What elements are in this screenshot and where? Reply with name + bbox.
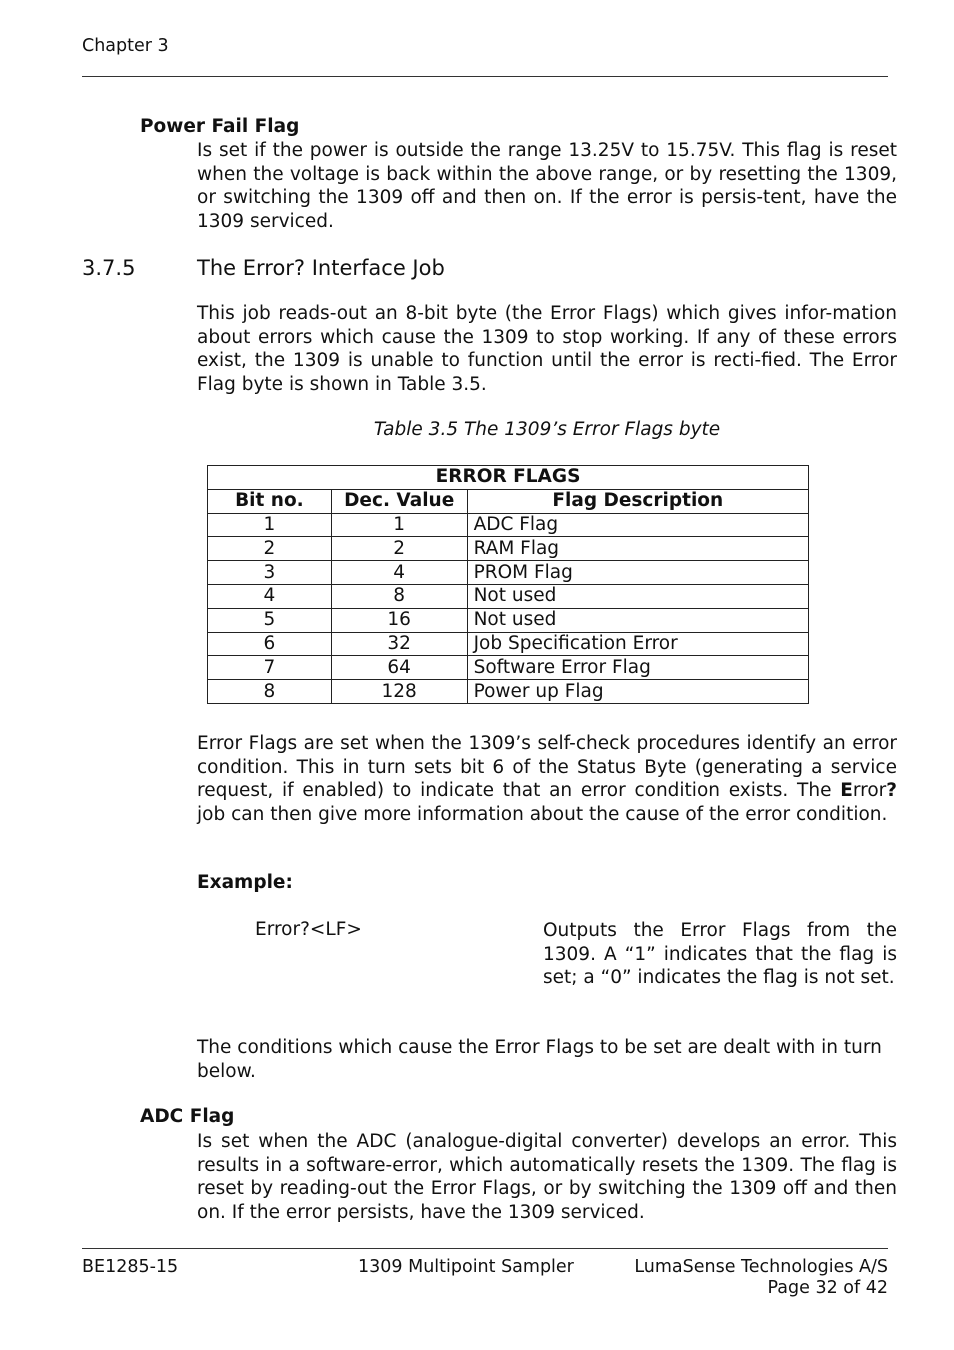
table-caption: Table 3.5 The 1309’s Error Flags byte <box>373 419 721 440</box>
table-row <box>208 513 809 537</box>
bit-cell: 4 <box>208 584 332 608</box>
dec-value-cell: 64 <box>331 656 467 680</box>
power-fail-heading: Power Fail Flag <box>140 116 300 137</box>
error-flags-explanation <box>197 732 897 826</box>
dec-value-cell: 128 <box>331 680 467 704</box>
bit-cell: 2 <box>208 537 332 561</box>
dec-value-cell: 4 <box>331 561 467 585</box>
table-row <box>208 561 809 585</box>
example-label: Example: <box>197 872 293 893</box>
flag-description-cell: Power up Flag <box>467 680 808 704</box>
flag-description-cell: ADC Flag <box>467 513 808 537</box>
explanation-bold-e: E <box>840 780 853 801</box>
column-header-dec-value: Dec. Value <box>331 489 467 513</box>
header-divider <box>82 76 888 77</box>
chapter-label: Chapter 3 <box>82 36 169 56</box>
flag-description-cell: RAM Flag <box>467 537 808 561</box>
column-header-description: Flag Description <box>467 489 808 513</box>
dec-value-cell: 8 <box>331 584 467 608</box>
dec-value-cell: 16 <box>331 608 467 632</box>
adc-flag-body: Is set when the ADC (analogue-digital converter) develops an error. This results in a software-error, which automatically resets the 1309. The flag is reset by reading-out the Error Flags, or by switching the 1309 off and then on. If the error persists, have the 1309 serviced. <box>197 1131 897 1223</box>
explanation-mid: rror <box>852 780 887 801</box>
column-header-bit: Bit no. <box>208 489 332 513</box>
bit-cell: 1 <box>208 513 332 537</box>
dec-value-cell: 2 <box>331 537 467 561</box>
table-title: ERROR FLAGS <box>208 466 809 490</box>
table-row <box>208 656 809 680</box>
power-fail-body: Is set if the power is outside the range 13.25V to 15.75V. This flag is reset when the voltage is back within the above range, or by resetting the 1309, or switching the 1309 off and then on. If the error is persis-tent, have the 1309 serviced. <box>197 140 897 232</box>
footer-divider <box>82 1248 888 1249</box>
explanation-bold-q: ? <box>886 780 897 801</box>
explanation-text-b: job can then give more information about the cause of the error condition. <box>197 803 888 825</box>
section-title: The Error? Interface Job <box>197 256 445 280</box>
footer-page-number: Page 32 of 42 <box>767 1278 888 1298</box>
dec-value-cell: 1 <box>331 513 467 537</box>
flag-description-cell: PROM Flag <box>467 561 808 585</box>
bit-cell: 8 <box>208 680 332 704</box>
footer-company: LumaSense Technologies A/S <box>634 1257 888 1277</box>
table-row <box>208 584 809 608</box>
flag-description-cell: Not used <box>467 584 808 608</box>
flag-description-cell: Job Specification Error <box>467 632 808 656</box>
table-header-row <box>208 489 809 513</box>
table-row <box>208 680 809 704</box>
error-flags-table <box>207 465 809 704</box>
table-row <box>208 608 809 632</box>
flag-description-cell: Software Error Flag <box>467 656 808 680</box>
example-description: Outputs the Error Flags from the 1309. A “1” indicates that the flag is set; a “0” indicates the flag is not set. <box>543 920 897 988</box>
bit-cell: 6 <box>208 632 332 656</box>
conditions-text: The conditions which cause the Error Flags to be set are dealt with in turn below. <box>197 1037 882 1082</box>
bit-cell: 7 <box>208 656 332 680</box>
explanation-text-a: Error Flags are set when the 1309’s self-check procedures identify an error condition. This in turn sets bit 6 of the Status Byte (generating a service request, if enabled) to indicate that an error condition exists. The <box>197 733 897 801</box>
footer-product: 1309 Multipoint Sampler <box>358 1257 574 1277</box>
dec-value-cell: 32 <box>331 632 467 656</box>
table-title-row <box>208 466 809 490</box>
bit-cell: 3 <box>208 561 332 585</box>
bit-cell: 5 <box>208 608 332 632</box>
adc-flag-heading: ADC Flag <box>140 1106 235 1127</box>
table-row <box>208 632 809 656</box>
table-row <box>208 537 809 561</box>
section-intro: This job reads-out an 8-bit byte (the Error Flags) which gives infor-mation about errors which cause the 1309 to stop working. If any of these errors exist, the 1309 is unable to function until the error is recti-fied. The Error Flag byte is shown in Table 3.5. <box>197 303 897 395</box>
section-number: 3.7.5 <box>82 256 136 280</box>
flag-description-cell: Not used <box>467 608 808 632</box>
footer-doc-id: BE1285-15 <box>82 1257 179 1277</box>
example-command: Error?<LF> <box>255 919 362 940</box>
